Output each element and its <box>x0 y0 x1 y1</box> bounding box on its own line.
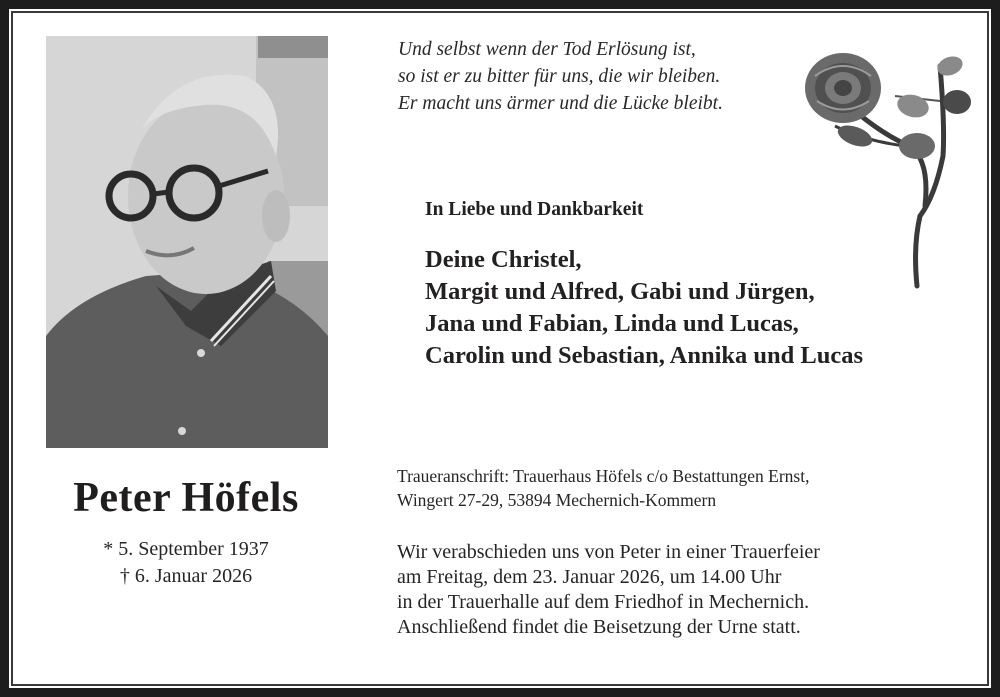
ceremony-line: in der Trauerhalle auf dem Friedhof in Mechernich. <box>397 591 810 613</box>
portrait-photo-icon <box>46 36 328 448</box>
life-dates <box>36 536 336 590</box>
family-members <box>425 244 965 372</box>
family-line: Margit und Alfred, Gabi und Jürgen, <box>425 278 815 305</box>
family-line: Jana und Fabian, Linda und Lucas, <box>425 310 799 337</box>
birth-date: * 5. September 1937 <box>103 538 269 560</box>
family-line: Carolin und Sebastian, Annika und Lucas <box>425 342 864 369</box>
death-date: † 6. Januar 2026 <box>119 565 253 587</box>
ceremony-line: am Freitag, dem 23. Januar 2026, um 14.00 Uhr <box>397 566 782 588</box>
quote-line: Er macht uns ärmer und die Lücke bleibt. <box>398 93 723 114</box>
address-line: Traueranschrift: Trauerhaus Höfels c/o Bestattungen Ernst, <box>397 466 810 486</box>
portrait-photo <box>46 36 328 448</box>
memorial-quote <box>398 36 798 117</box>
mourning-address <box>397 464 967 512</box>
deceased-name: Peter Höfels <box>73 475 299 521</box>
quote-line: so ist er zu bitter für uns, die wir bleiben. <box>398 66 721 87</box>
ceremony-line: Anschließend findet die Beisetzung der Urne statt. <box>397 616 801 638</box>
ceremony-details <box>397 540 967 640</box>
family-intro: In Liebe und Dankbarkeit <box>425 199 644 220</box>
address-line: Wingert 27-29, 53894 Mechernich-Kommern <box>397 490 717 510</box>
ceremony-line: Wir verabschieden uns von Peter in einer Trauerfeier <box>397 541 820 563</box>
family-line: Deine Christel, <box>425 246 582 273</box>
quote-line: Und selbst wenn der Tod Erlösung ist, <box>398 39 696 60</box>
